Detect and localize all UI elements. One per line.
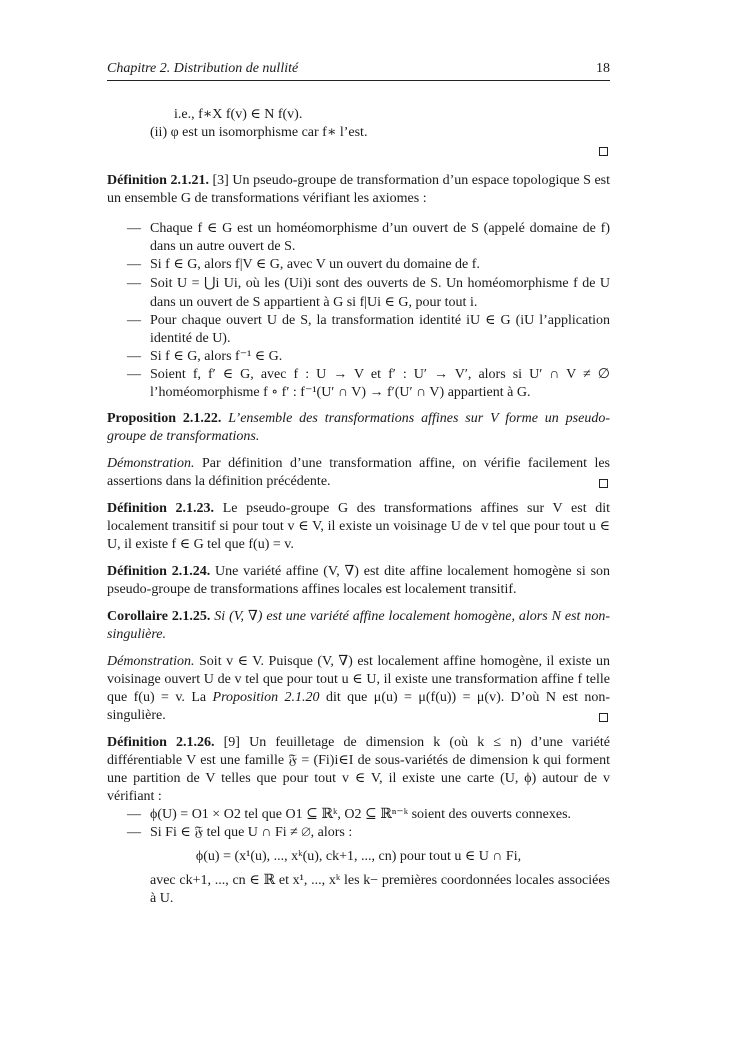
demonstration-2: Démonstration. Soit v ∈ V. Puisque (V, ∇) est localement affine homogène, il existe un voisinage ouvert U de v tel que pour tout u ∈ U, il existe une transformation affine f telle que f(u) = v. La Proposition 2.1.20 dit que μ(u) = μ(f(u)) = μ(v). D’où N est non-singulière. [107,654,611,723]
ie-line: i.e., f∗X f(v) ∈ N f(v). [174,107,303,122]
demonstration-label: Démonstration. [107,456,195,471]
page-content [107,58,610,908]
corollary-text: Si (V, ∇) est une variété affine localement homogène, alors N est non-singulière. [107,609,611,642]
axiom-list [107,220,610,402]
list-item: — ϕ(U) = O1 × O2 tel que O1 ⊆ ℝᵏ, O2 ⊆ ℝⁿ⁻ᵏ soient des ouverts connexes. [107,806,610,824]
qed-box [599,479,608,488]
proposition-reference: Proposition 2.1.20 [212,690,320,705]
chapter-title: Chapitre 2. Distribution de nullité [107,61,299,76]
page-number: 18 [596,61,610,76]
definition-label: Définition 2.1.24. [107,564,211,579]
list-item: — Si Fi ∈ 𝔉 tel que U ∩ Fi ≠ ∅, alors : [107,824,610,842]
formula-explanation: avec ck+1, ..., cn ∈ ℝ et x¹, ..., xᵏ les k− premières coordonnées locales associées à U. [150,873,610,906]
qed-box [599,713,608,722]
list-item: — Pour chaque ouvert U de S, la transformation identité iU ∈ G (iU l’application identité de U). [107,312,610,348]
corollary-2-1-25 [107,608,610,644]
definition-text: Une variété affine (V, ∇) est dite affine localement homogène si son pseudo-groupe de transformations affines locales est localement transitif. [107,564,611,597]
list-item: — Soit U = ⋃i Ui, où les (Ui)i sont des ouverts de S. Un homéomorphisme f de U dans un ouvert de S appartient à G si f|Ui ∈ G, pour tout i. [107,274,610,312]
chart-formula: ϕ(u) = (x¹(u), ..., xᵏ(u), ck+1, ..., cn) pour tout u ∈ U ∩ Fi, [195,849,522,864]
definition-label: Définition 2.1.23. [107,501,215,516]
definition-2-1-26 [107,734,610,806]
definition-2-1-21 [107,172,610,208]
definition-text: Le pseudo-groupe G des transformations affines sur V est dit localement transitif si pour tout v ∈ V, il existe un voisinage U de v tel que pour tout u ∈ U, il existe f ∈ G tel que f(u) = v. [107,501,611,552]
demonstration-text: Par définition d’une transformation affine, on vérifie facilement les assertions dans la définition précédente. [107,456,610,489]
definition-2-1-23 [107,500,610,554]
proposition-label: Proposition 2.1.22. [107,411,222,426]
qed-box [599,147,608,156]
list-item: — Si f ∈ G, alors f⁻¹ ∈ G. [107,348,610,366]
list-item: — Soient f, f′ ∈ G, avec f : U → V et f′ : U′ → V′, alors si U′ ∩ V ≠ ∅ l’homéomorphisme f ∘ f′ : f⁻¹(U′ ∩ V) → f′(U′ ∩ V) appartient à G. [107,366,610,402]
proposition-2-1-22 [107,410,610,446]
corollary-label: Corollaire 2.1.25. [107,609,211,624]
running-header [107,58,610,81]
proposition-text: L’ensemble des transformations affines sur V forme un pseudo-groupe de transformations. [107,411,611,444]
definition-label: Définition 2.1.26. [107,735,215,750]
definition-text: [3] Un pseudo-groupe de transformation d’un espace topologique S est un ensemble G de transformations vérifiant les axiomes : [107,173,610,206]
demonstration-label: Démonstration. [107,654,195,669]
demonstration-1 [107,455,610,491]
definition-text: [9] Un feuilletage de dimension k (où k ≤ n) d’une variété différentiable V est une famille 𝔉 = (Fi)i∈I de sous-variétés de dimension k qui forment une partition de V telles que pour tout v ∈ V, il existe une carte (U, ϕ) autour de v vérifiant : [107,735,610,804]
item-ii: (ii) φ est un isomorphisme car f∗ l’est. [150,125,368,140]
definition-2-1-24 [107,563,610,599]
foliation-conditions [107,806,610,842]
definition-label: Définition 2.1.21. [107,173,209,188]
list-item: — Chaque f ∈ G est un homéomorphisme d’un ouvert de S (appelé domaine de f) dans un autre ouvert de S. [107,220,610,256]
list-item: — Si f ∈ G, alors f|V ∈ G, avec V un ouvert du domaine de f. [107,256,610,274]
